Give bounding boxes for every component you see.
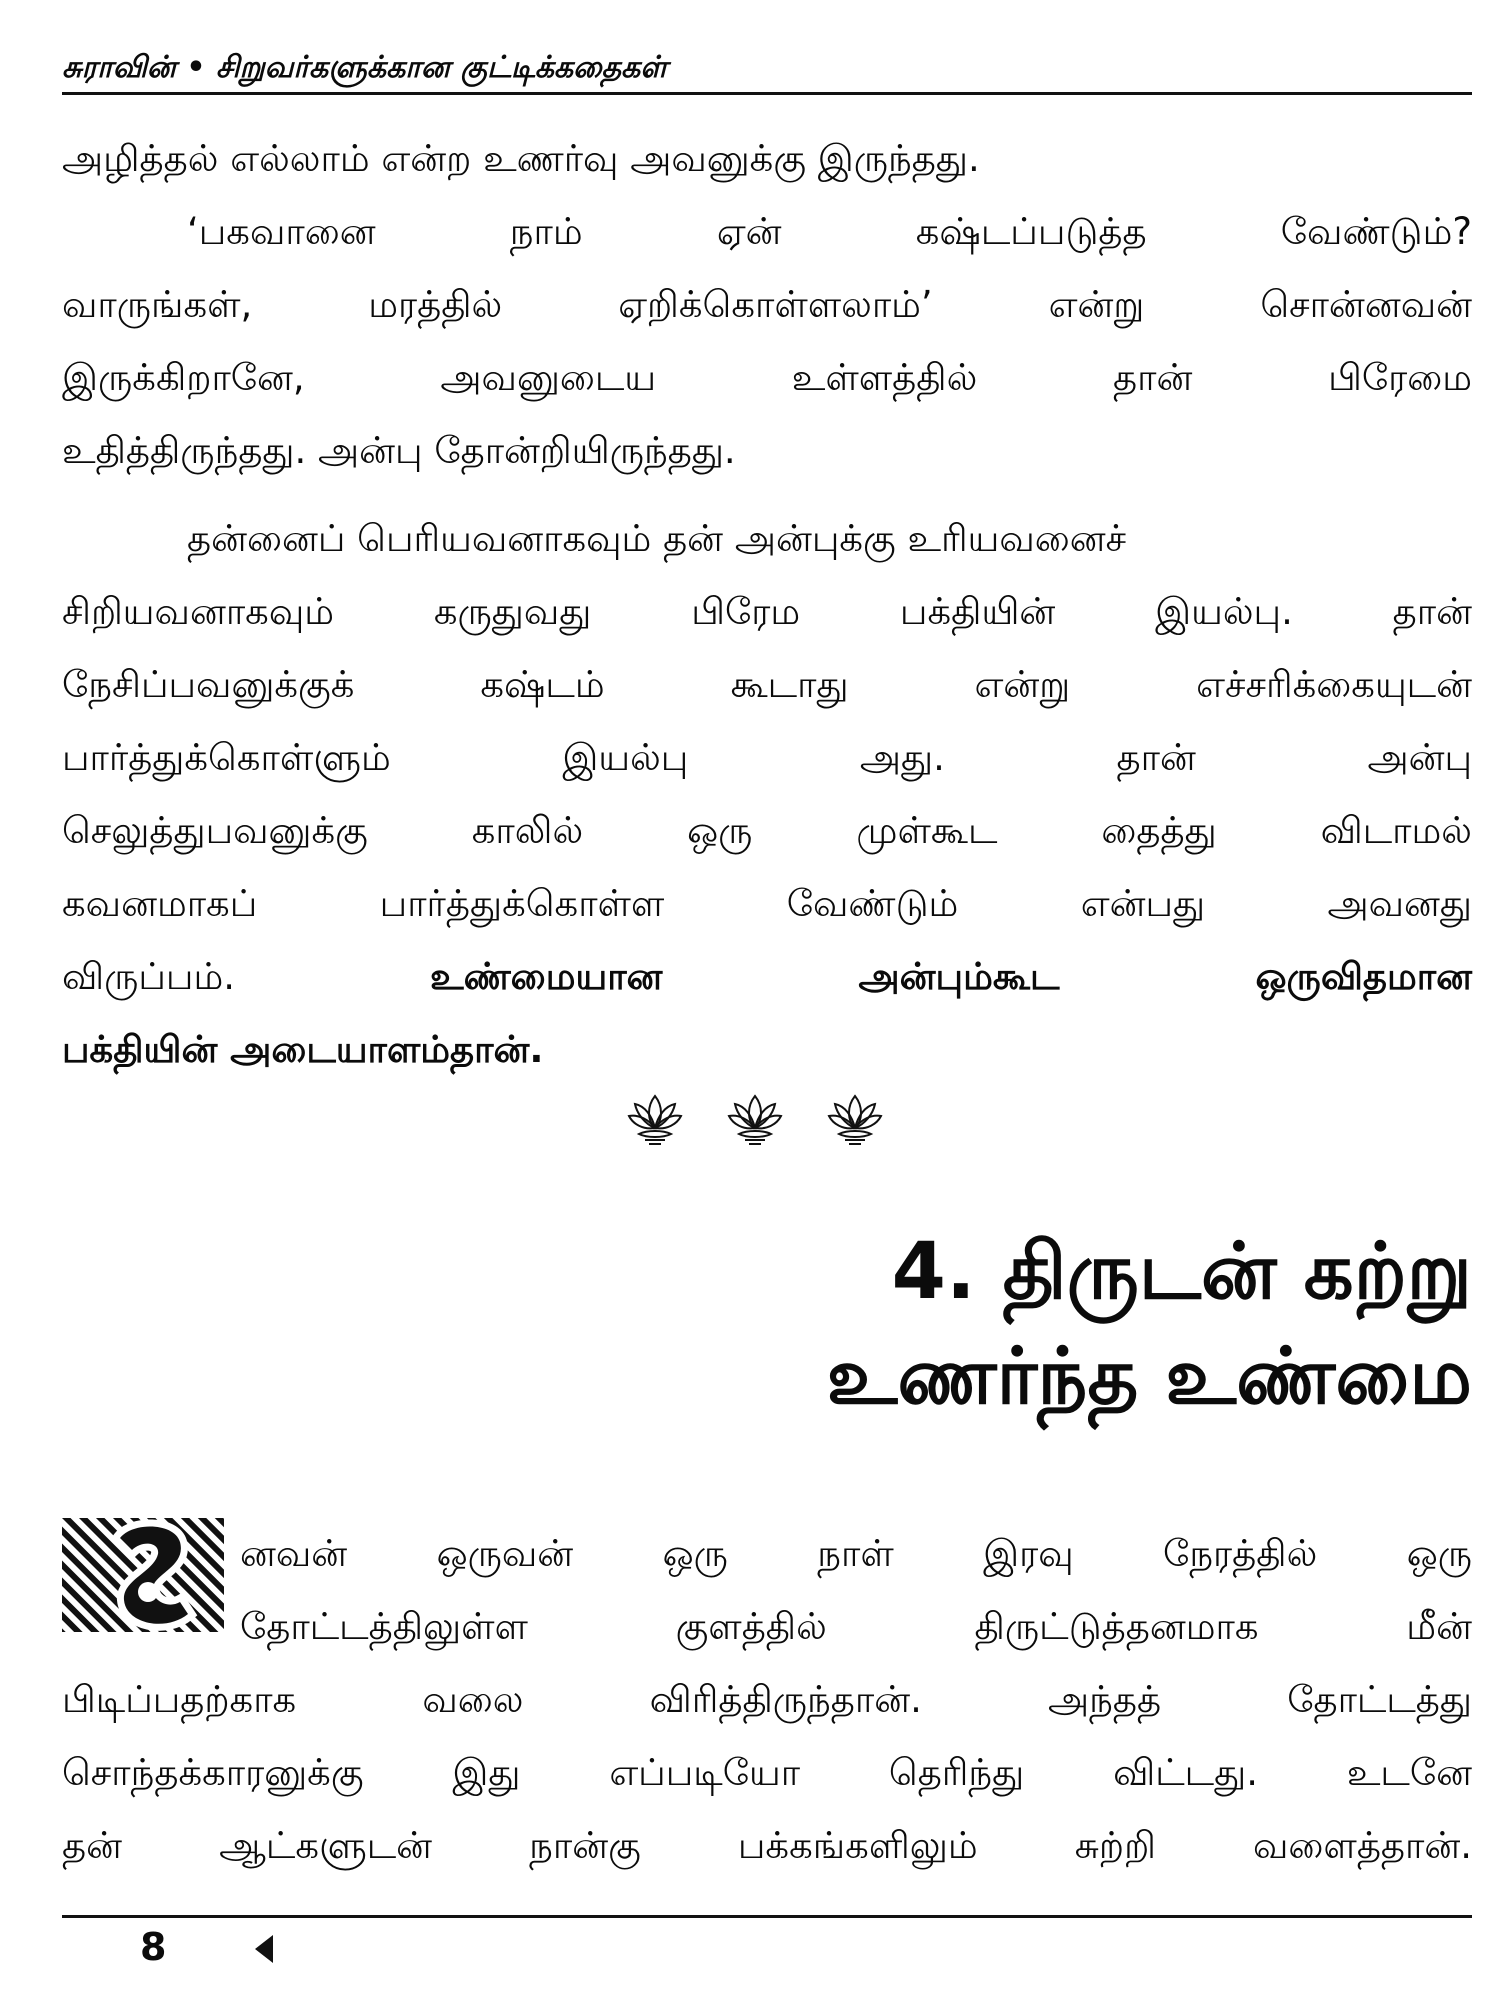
text-line: செலுத்துபவனுக்கு காலில் ஒரு முள்கூட தைத்து விடாமல் [62, 809, 1472, 852]
text-line: உதித்திருந்தது. அன்பு தோன்றியிருந்தது. [62, 429, 736, 472]
page-number: 8 [140, 1925, 167, 1969]
text-line: தன்னைப் பெரியவனாகவும் தன் அன்புக்கு உரியவனைச் [187, 517, 1127, 560]
text-line: தோட்டத்திலுள்ள குளத்தில் திருட்டுத்தனமாக மீன் [240, 1605, 1472, 1648]
story-paragraph-opening [240, 1525, 1472, 1656]
lotus-ornament-icon [725, 1090, 785, 1146]
text-line: பார்த்துக்கொள்ளும் இயல்பு அது. தான் அன்பு [62, 736, 1472, 779]
running-header: சுராவின் • சிறுவர்களுக்கான குட்டிக்கதைகள் [62, 50, 668, 85]
text-line: பிடிப்பதற்காக வலை விரித்திருந்தான். அந்தத் தோட்டத்து [62, 1678, 1472, 1721]
text-line: ‘பகவானை நாம் ஏன் கஷ்டப்படுத்த வேண்டும்? [187, 210, 1472, 253]
drop-cap-letter [62, 1518, 224, 1632]
text-line: சொந்தக்காரனுக்கு இது எப்படியோ தெரிந்து விட்டது. உடனே [62, 1751, 1472, 1794]
header-rule [62, 92, 1472, 95]
text-line: வாருங்கள், மரத்தில் ஏறிக்கொள்ளலாம்’ என்று சொன்னவன் [62, 283, 1472, 326]
chapter-title-line-2: உணர்ந்த உண்மை [826, 1332, 1472, 1422]
text-line: சிறியவனாகவும் கருதுவது பிரேம பக்தியின் இயல்பு. தான் [62, 590, 1472, 633]
chapter-title-line-1: 4. திருடன் கற்று [891, 1227, 1472, 1317]
paragraph-1 [62, 130, 1472, 188]
plain-text: விருப்பம். [62, 955, 235, 998]
story-paragraph [62, 1671, 1472, 1875]
text-line: கவனமாகப் பார்த்துக்கொள்ள வேண்டும் என்பது அவனது [62, 882, 1472, 925]
bold-text-line: பக்தியின் அடையாளம்தான். [62, 1028, 544, 1071]
section-ornaments [625, 1090, 885, 1150]
page-arrow-icon [255, 1935, 273, 1963]
text-line: னவன் ஒருவன் ஒரு நாள் இரவு நேரத்தில் ஒரு [240, 1532, 1472, 1575]
paragraph-2 [62, 203, 1472, 480]
text-line: இருக்கிறானே, அவனுடைய உள்ளத்தில் தான் பிரேமை [62, 356, 1472, 399]
footer-rule [62, 1915, 1472, 1918]
text-line: அழித்தல் எல்லாம் என்ற உணர்வு அவனுக்கு இருந்தது. [62, 137, 980, 180]
text-line [62, 948, 1472, 1006]
lotus-ornament-icon [825, 1090, 885, 1146]
bold-text: உண்மையான அன்பும்கூட ஒருவிதமான [430, 955, 1473, 998]
text-line: நேசிப்பவனுக்குக் கஷ்டம் கூடாது என்று எச்சரிக்கையுடன் [62, 663, 1472, 706]
text-line: தன் ஆட்களுடன் நான்கு பக்கங்களிலும் சுற்றி வளைத்தான். [62, 1824, 1472, 1867]
lotus-ornament-icon [625, 1090, 685, 1146]
paragraph-3 [62, 510, 1472, 1079]
